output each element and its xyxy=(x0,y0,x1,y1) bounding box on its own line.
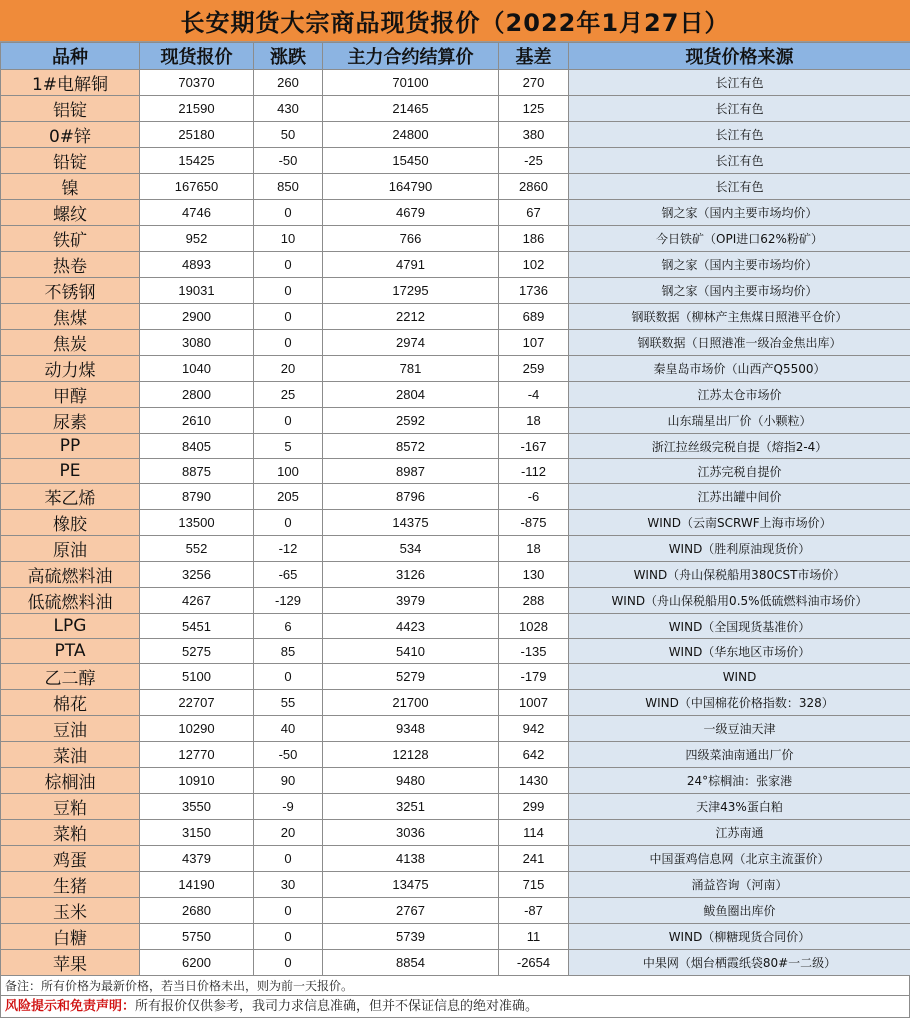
cell-basis: -2654 xyxy=(499,950,569,976)
cell-settlement: 2212 xyxy=(323,304,499,330)
cell-settlement: 21700 xyxy=(323,690,499,716)
cell-spot-price: 2610 xyxy=(140,408,254,434)
table-row xyxy=(1,510,910,536)
cell-settlement: 3979 xyxy=(323,588,499,614)
cell-spot-price: 5100 xyxy=(140,664,254,690)
cell-spot-price: 167650 xyxy=(140,174,254,200)
cell-basis: 130 xyxy=(499,562,569,588)
cell-source: 浙江拉丝级完税自提（熔指2-4） xyxy=(569,434,910,459)
cell-change: 0 xyxy=(254,330,323,356)
cell-settlement: 5279 xyxy=(323,664,499,690)
cell-source: 今日铁矿（OPI进口62%粉矿） xyxy=(569,226,910,252)
cell-variety: 高硫燃料油 xyxy=(1,562,140,588)
cell-spot-price: 3256 xyxy=(140,562,254,588)
cell-variety: 菜油 xyxy=(1,742,140,768)
cell-variety: 1#电解铜 xyxy=(1,70,140,96)
cell-settlement: 5739 xyxy=(323,924,499,950)
table-row xyxy=(1,459,910,484)
table-row xyxy=(1,742,910,768)
cell-source: WIND（胜利原油现货价） xyxy=(569,536,910,562)
cell-basis: 114 xyxy=(499,820,569,846)
cell-change: 90 xyxy=(254,768,323,794)
cell-settlement: 2804 xyxy=(323,382,499,408)
cell-variety: PTA xyxy=(1,639,140,664)
cell-settlement: 781 xyxy=(323,356,499,382)
cell-variety: 菜粕 xyxy=(1,820,140,846)
cell-source: 江苏太仓市场价 xyxy=(569,382,910,408)
cell-basis: -4 xyxy=(499,382,569,408)
cell-settlement: 3251 xyxy=(323,794,499,820)
table-row xyxy=(1,872,910,898)
cell-source: 鲅鱼圈出库价 xyxy=(569,898,910,924)
cell-change: 20 xyxy=(254,356,323,382)
cell-settlement: 8572 xyxy=(323,434,499,459)
cell-spot-price: 1040 xyxy=(140,356,254,382)
cell-change: 0 xyxy=(254,408,323,434)
cell-variety: PE xyxy=(1,459,140,484)
cell-source: 钢联数据（柳林产主焦煤日照港平仓价） xyxy=(569,304,910,330)
table-row xyxy=(1,174,910,200)
cell-basis: 186 xyxy=(499,226,569,252)
cell-settlement: 17295 xyxy=(323,278,499,304)
cell-spot-price: 2900 xyxy=(140,304,254,330)
cell-change: 0 xyxy=(254,304,323,330)
cell-spot-price: 5275 xyxy=(140,639,254,664)
cell-spot-price: 14190 xyxy=(140,872,254,898)
cell-variety: 镍 xyxy=(1,174,140,200)
cell-source: 山东瑞星出厂价（小颗粒） xyxy=(569,408,910,434)
cell-variety: 低硫燃料油 xyxy=(1,588,140,614)
cell-change: -9 xyxy=(254,794,323,820)
cell-basis: -112 xyxy=(499,459,569,484)
cell-spot-price: 8405 xyxy=(140,434,254,459)
cell-basis: -135 xyxy=(499,639,569,664)
cell-variety: 棕榈油 xyxy=(1,768,140,794)
cell-change: 0 xyxy=(254,846,323,872)
cell-variety: 白糖 xyxy=(1,924,140,950)
table-row xyxy=(1,846,910,872)
cell-variety: 苯乙烯 xyxy=(1,484,140,510)
cell-basis: -87 xyxy=(499,898,569,924)
cell-settlement: 13475 xyxy=(323,872,499,898)
cell-settlement: 4138 xyxy=(323,846,499,872)
cell-spot-price: 5750 xyxy=(140,924,254,950)
cell-settlement: 2974 xyxy=(323,330,499,356)
cell-source: WIND（舟山保税船用0.5%低硫燃料油市场价） xyxy=(569,588,910,614)
cell-basis: 67 xyxy=(499,200,569,226)
cell-variety: 乙二醇 xyxy=(1,664,140,690)
cell-settlement: 3126 xyxy=(323,562,499,588)
cell-source: 钢之家（国内主要市场均价） xyxy=(569,200,910,226)
cell-variety: 豆粕 xyxy=(1,794,140,820)
table-row xyxy=(1,690,910,716)
cell-source: WIND（柳糖现货合同价） xyxy=(569,924,910,950)
cell-variety: 焦炭 xyxy=(1,330,140,356)
cell-variety: 豆油 xyxy=(1,716,140,742)
cell-change: 50 xyxy=(254,122,323,148)
cell-source: 24°棕榈油：张家港 xyxy=(569,768,910,794)
cell-change: -65 xyxy=(254,562,323,588)
cell-settlement: 4423 xyxy=(323,614,499,639)
table-row xyxy=(1,70,910,96)
risk-text: 所有报价仅供参考，我司力求信息准确，但并不保证信息的绝对准确。 xyxy=(135,999,538,1014)
cell-variety: LPG xyxy=(1,614,140,639)
cell-source: WIND（全国现货基准价） xyxy=(569,614,910,639)
cell-change: 10 xyxy=(254,226,323,252)
cell-basis: 1028 xyxy=(499,614,569,639)
cell-variety: 不锈钢 xyxy=(1,278,140,304)
cell-source: 江苏南通 xyxy=(569,820,910,846)
cell-basis: -25 xyxy=(499,148,569,174)
table-row xyxy=(1,536,910,562)
cell-spot-price: 8875 xyxy=(140,459,254,484)
header-row xyxy=(1,43,910,70)
cell-settlement: 534 xyxy=(323,536,499,562)
cell-spot-price: 3080 xyxy=(140,330,254,356)
cell-basis: 1007 xyxy=(499,690,569,716)
cell-spot-price: 15425 xyxy=(140,148,254,174)
cell-basis: -6 xyxy=(499,484,569,510)
cell-settlement: 2767 xyxy=(323,898,499,924)
cell-variety: 玉米 xyxy=(1,898,140,924)
cell-change: 0 xyxy=(254,510,323,536)
cell-source: 长江有色 xyxy=(569,96,910,122)
cell-spot-price: 952 xyxy=(140,226,254,252)
cell-settlement: 4679 xyxy=(323,200,499,226)
cell-variety: 橡胶 xyxy=(1,510,140,536)
cell-spot-price: 4379 xyxy=(140,846,254,872)
cell-settlement: 2592 xyxy=(323,408,499,434)
cell-change: 85 xyxy=(254,639,323,664)
cell-basis: -179 xyxy=(499,664,569,690)
cell-change: 0 xyxy=(254,200,323,226)
cell-change: 0 xyxy=(254,924,323,950)
cell-source: 长江有色 xyxy=(569,174,910,200)
table-row xyxy=(1,330,910,356)
cell-spot-price: 6200 xyxy=(140,950,254,976)
cell-spot-price: 2800 xyxy=(140,382,254,408)
cell-settlement: 8987 xyxy=(323,459,499,484)
cell-settlement: 3036 xyxy=(323,820,499,846)
cell-spot-price: 19031 xyxy=(140,278,254,304)
cell-change: -50 xyxy=(254,148,323,174)
cell-spot-price: 4267 xyxy=(140,588,254,614)
cell-settlement: 5410 xyxy=(323,639,499,664)
cell-source: WIND（华东地区市场价） xyxy=(569,639,910,664)
table-row xyxy=(1,434,910,459)
table-row xyxy=(1,96,910,122)
cell-variety: 铅锭 xyxy=(1,148,140,174)
cell-change: 6 xyxy=(254,614,323,639)
cell-change: 205 xyxy=(254,484,323,510)
cell-settlement: 24800 xyxy=(323,122,499,148)
cell-change: 0 xyxy=(254,664,323,690)
cell-spot-price: 552 xyxy=(140,536,254,562)
cell-settlement: 8796 xyxy=(323,484,499,510)
cell-spot-price: 25180 xyxy=(140,122,254,148)
cell-change: 55 xyxy=(254,690,323,716)
cell-source: 长江有色 xyxy=(569,122,910,148)
cell-basis: 288 xyxy=(499,588,569,614)
table-row xyxy=(1,252,910,278)
cell-change: 25 xyxy=(254,382,323,408)
cell-source: 钢之家（国内主要市场均价） xyxy=(569,278,910,304)
cell-variety: 尿素 xyxy=(1,408,140,434)
cell-settlement: 9480 xyxy=(323,768,499,794)
table-row xyxy=(1,484,910,510)
cell-change: 5 xyxy=(254,434,323,459)
cell-change: 100 xyxy=(254,459,323,484)
table-row xyxy=(1,200,910,226)
cell-spot-price: 21590 xyxy=(140,96,254,122)
table-row xyxy=(1,382,910,408)
cell-source: 长江有色 xyxy=(569,70,910,96)
cell-basis: 380 xyxy=(499,122,569,148)
cell-source: 中国蛋鸡信息网（北京主流蛋价） xyxy=(569,846,910,872)
cell-settlement: 12128 xyxy=(323,742,499,768)
cell-source: 一级豆油天津 xyxy=(569,716,910,742)
cell-spot-price: 70370 xyxy=(140,70,254,96)
table-row xyxy=(1,356,910,382)
cell-variety: 铝锭 xyxy=(1,96,140,122)
table-row xyxy=(1,562,910,588)
cell-basis: -875 xyxy=(499,510,569,536)
table-row xyxy=(1,408,910,434)
cell-spot-price: 2680 xyxy=(140,898,254,924)
cell-settlement: 70100 xyxy=(323,70,499,96)
cell-change: 0 xyxy=(254,898,323,924)
cell-basis: 18 xyxy=(499,408,569,434)
cell-basis: 259 xyxy=(499,356,569,382)
risk-label: 风险提示和免责声明： xyxy=(5,999,135,1014)
cell-spot-price: 13500 xyxy=(140,510,254,536)
table-row xyxy=(1,664,910,690)
cell-source: 江苏完税自提价 xyxy=(569,459,910,484)
table-row xyxy=(1,148,910,174)
cell-source: 中果网（烟台栖霞纸袋80#一二级） xyxy=(569,950,910,976)
cell-variety: 螺纹 xyxy=(1,200,140,226)
cell-basis: 689 xyxy=(499,304,569,330)
cell-variety: PP xyxy=(1,434,140,459)
cell-change: 850 xyxy=(254,174,323,200)
cell-basis: 11 xyxy=(499,924,569,950)
cell-variety: 苹果 xyxy=(1,950,140,976)
cell-spot-price: 3150 xyxy=(140,820,254,846)
cell-source: WIND（舟山保税船用380CST市场价） xyxy=(569,562,910,588)
table-row xyxy=(1,716,910,742)
cell-settlement: 4791 xyxy=(323,252,499,278)
cell-change: 260 xyxy=(254,70,323,96)
cell-change: -50 xyxy=(254,742,323,768)
cell-variety: 生猪 xyxy=(1,872,140,898)
cell-basis: 1430 xyxy=(499,768,569,794)
cell-spot-price: 3550 xyxy=(140,794,254,820)
cell-spot-price: 12770 xyxy=(140,742,254,768)
table-row xyxy=(1,588,910,614)
footnote: 备注：所有价格为最新价格，若当日价格未出，则为前一天报价。 xyxy=(0,976,910,996)
col-header-spot-price: 现货报价 xyxy=(140,43,254,70)
cell-basis: 942 xyxy=(499,716,569,742)
cell-change: 30 xyxy=(254,872,323,898)
cell-variety: 原油 xyxy=(1,536,140,562)
cell-change: 430 xyxy=(254,96,323,122)
cell-spot-price: 22707 xyxy=(140,690,254,716)
cell-variety: 棉花 xyxy=(1,690,140,716)
cell-basis: 270 xyxy=(499,70,569,96)
cell-spot-price: 10910 xyxy=(140,768,254,794)
cell-basis: 299 xyxy=(499,794,569,820)
table-row xyxy=(1,768,910,794)
cell-source: WIND（云南SCRWF上海市场价） xyxy=(569,510,910,536)
risk-disclaimer xyxy=(0,996,910,1018)
cell-spot-price: 4746 xyxy=(140,200,254,226)
col-header-change: 涨跌 xyxy=(254,43,323,70)
cell-variety: 0#锌 xyxy=(1,122,140,148)
cell-source: WIND（中国棉花价格指数：328） xyxy=(569,690,910,716)
table-row xyxy=(1,639,910,664)
cell-spot-price: 8790 xyxy=(140,484,254,510)
cell-change: 0 xyxy=(254,252,323,278)
table-row xyxy=(1,122,910,148)
table-row xyxy=(1,898,910,924)
price-table xyxy=(0,42,910,976)
cell-basis: 125 xyxy=(499,96,569,122)
cell-settlement: 15450 xyxy=(323,148,499,174)
cell-variety: 动力煤 xyxy=(1,356,140,382)
col-header-source: 现货价格来源 xyxy=(569,43,910,70)
cell-basis: -167 xyxy=(499,434,569,459)
cell-change: 40 xyxy=(254,716,323,742)
cell-settlement: 8854 xyxy=(323,950,499,976)
cell-source: 长江有色 xyxy=(569,148,910,174)
table-row xyxy=(1,924,910,950)
cell-source: 钢联数据（日照港准一级冶金焦出库） xyxy=(569,330,910,356)
cell-settlement: 766 xyxy=(323,226,499,252)
cell-settlement: 164790 xyxy=(323,174,499,200)
cell-source: 江苏出罐中间价 xyxy=(569,484,910,510)
cell-basis: 642 xyxy=(499,742,569,768)
cell-basis: 102 xyxy=(499,252,569,278)
cell-basis: 107 xyxy=(499,330,569,356)
cell-basis: 1736 xyxy=(499,278,569,304)
cell-basis: 715 xyxy=(499,872,569,898)
cell-source: 钢之家（国内主要市场均价） xyxy=(569,252,910,278)
table-row xyxy=(1,226,910,252)
col-header-basis: 基差 xyxy=(499,43,569,70)
cell-source: 涌益咨询（河南） xyxy=(569,872,910,898)
col-header-variety: 品种 xyxy=(1,43,140,70)
table-row xyxy=(1,614,910,639)
cell-variety: 焦煤 xyxy=(1,304,140,330)
table-row xyxy=(1,820,910,846)
cell-variety: 鸡蛋 xyxy=(1,846,140,872)
cell-settlement: 14375 xyxy=(323,510,499,536)
cell-variety: 甲醇 xyxy=(1,382,140,408)
cell-change: 0 xyxy=(254,950,323,976)
cell-variety: 铁矿 xyxy=(1,226,140,252)
table-row xyxy=(1,304,910,330)
cell-spot-price: 4893 xyxy=(140,252,254,278)
cell-spot-price: 10290 xyxy=(140,716,254,742)
table-row xyxy=(1,950,910,976)
cell-change: 20 xyxy=(254,820,323,846)
cell-settlement: 21465 xyxy=(323,96,499,122)
cell-settlement: 9348 xyxy=(323,716,499,742)
cell-basis: 18 xyxy=(499,536,569,562)
cell-spot-price: 5451 xyxy=(140,614,254,639)
page-title: 长安期货大宗商品现货报价（2022年1月27日） xyxy=(0,0,910,42)
cell-source: 天津43%蛋白粕 xyxy=(569,794,910,820)
table-row xyxy=(1,278,910,304)
cell-source: WIND xyxy=(569,664,910,690)
table-row xyxy=(1,794,910,820)
cell-change: -129 xyxy=(254,588,323,614)
cell-source: 四级菜油南通出厂价 xyxy=(569,742,910,768)
col-header-settlement: 主力合约结算价 xyxy=(323,43,499,70)
cell-basis: 2860 xyxy=(499,174,569,200)
cell-variety: 热卷 xyxy=(1,252,140,278)
cell-change: -12 xyxy=(254,536,323,562)
cell-source: 秦皇岛市场价（山西产Q5500） xyxy=(569,356,910,382)
cell-basis: 241 xyxy=(499,846,569,872)
cell-change: 0 xyxy=(254,278,323,304)
